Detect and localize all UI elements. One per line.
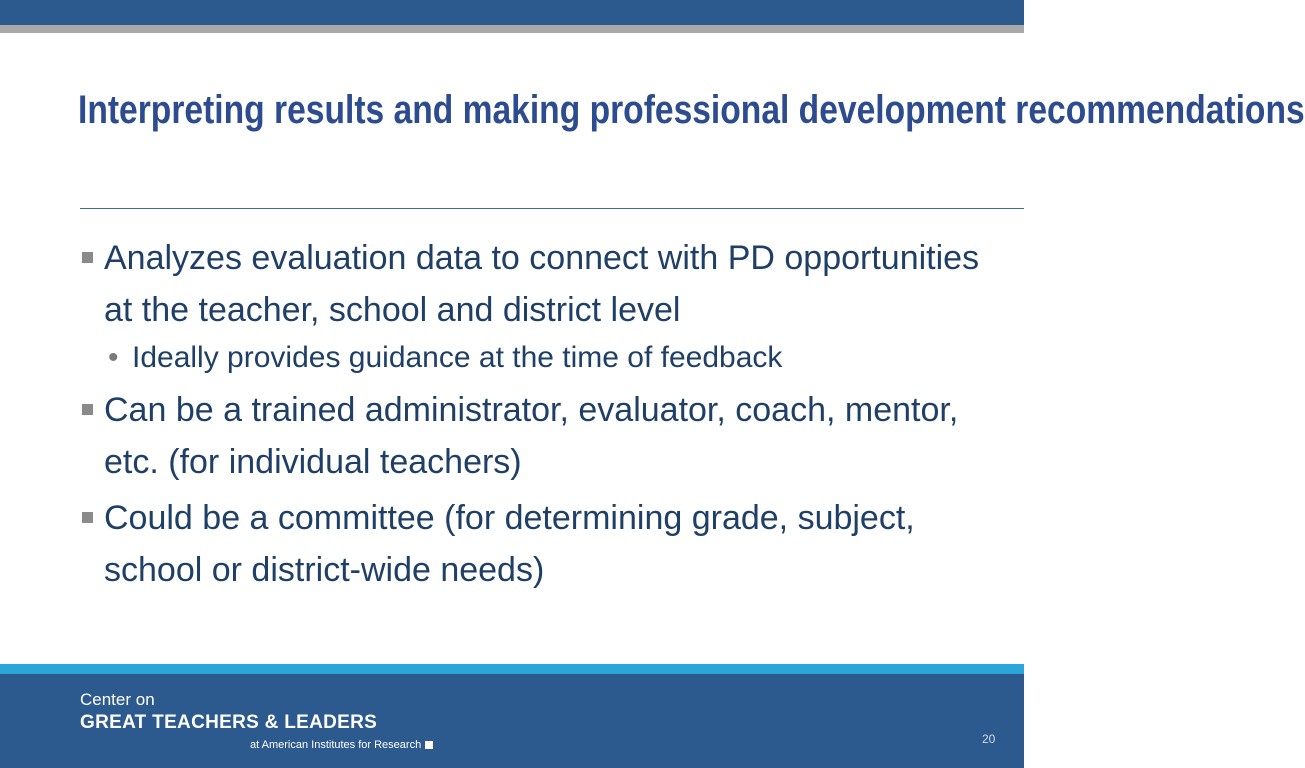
bullet-text: Could be a committee (for determining grade, subject, school or district-wide needs) [104, 499, 915, 589]
bullet-item [80, 232, 1010, 336]
sub-bullet-text: Ideally provides guidance at the time of feedback [132, 341, 783, 374]
bullet-item [80, 384, 1010, 488]
square-logo-icon [425, 741, 433, 749]
header-gray-stripe [0, 25, 1024, 33]
title-divider [80, 208, 1024, 209]
bullet-list [80, 232, 1010, 600]
header-band [0, 0, 1024, 25]
brand-affiliation [250, 739, 433, 751]
square-bullet-icon [82, 404, 93, 415]
bullet-text: Analyzes evaluation data to connect with PD opportunities at the teacher, school and district level [104, 239, 980, 329]
bullet-text: Can be a trained administrator, evaluator, coach, mentor, etc. (for individual teachers) [104, 391, 959, 481]
square-bullet-icon [82, 512, 93, 523]
sub-bullet-item [80, 336, 1010, 380]
brand-affiliation-text: at American Institutes for Research [250, 739, 422, 751]
square-bullet-icon [82, 252, 93, 263]
page-number: 20 [982, 732, 996, 746]
brand-name-line1: Center on [80, 690, 155, 709]
footer-accent-stripe [0, 664, 1024, 674]
bullet-item [80, 492, 1010, 596]
slide-title: Interpreting results and making professional development recommendations [78, 88, 1305, 132]
brand-name-line2: GREAT TEACHERS & LEADERS [80, 712, 378, 733]
dot-bullet-icon: • [108, 341, 119, 374]
